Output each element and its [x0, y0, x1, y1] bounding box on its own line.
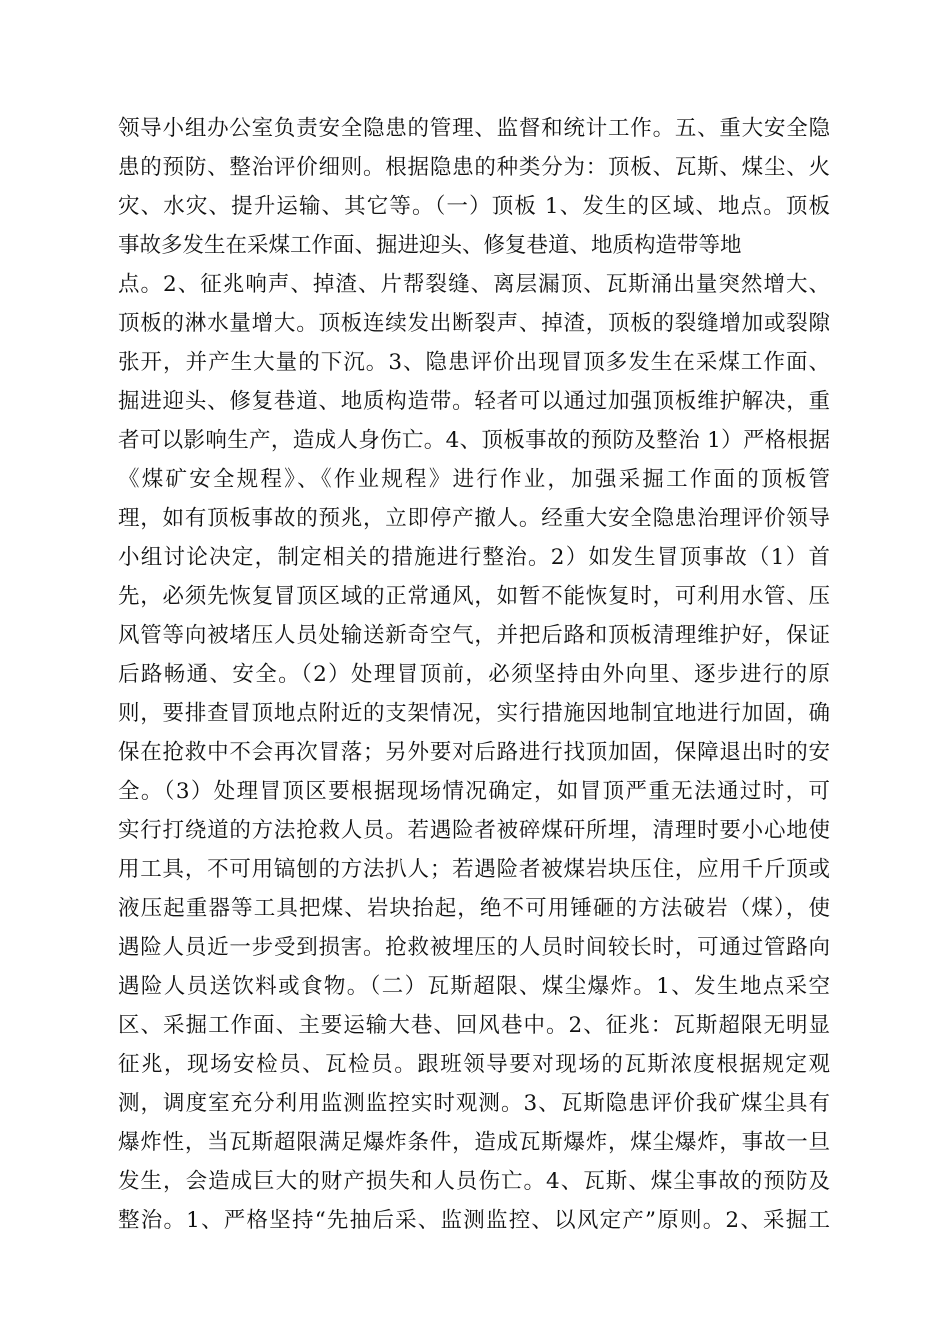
text-line: 遇险人员送饮料或食物。（二）瓦斯超限、煤尘爆炸。1、发生地点采空	[118, 974, 830, 999]
text-line: 保在抢救中不会再次冒落；另外要对后路进行找顶加固，保障退出时的安	[118, 740, 830, 765]
text-line: 液压起重器等工具把煤、岩块抬起，绝不可用锤砸的方法破岩（煤），使	[118, 896, 830, 921]
text-line: 顶板的淋水量增大。顶板连续发出断裂声、掉渣，顶板的裂缝增加或裂隙	[118, 311, 830, 336]
text-line: 区、采掘工作面、主要运输大巷、回风巷中。2、征兆：瓦斯超限无明显	[118, 1013, 830, 1038]
text-line: 先，必须先恢复冒顶区域的正常通风，如暂不能恢复时，可利用水管、压	[118, 584, 830, 609]
text-line: 则，要排查冒顶地点附近的支架情况，实行措施因地制宜地进行加固，确	[118, 701, 830, 726]
text-line: 测，调度室充分利用监测监控实时观测。3、瓦斯隐患评价我矿煤尘具有	[118, 1091, 830, 1116]
text-line: 小组讨论决定，制定相关的措施进行整治。2）如发生冒顶事故（1）首	[118, 545, 830, 570]
text-line: 全。（3）处理冒顶区要根据现场情况确定，如冒顶严重无法通过时，可	[118, 779, 830, 804]
text-line: 灾、水灾、提升运输、其它等。（一）顶板 1、发生的区域、地点。顶板	[118, 194, 830, 219]
text-line: 理，如有顶板事故的预兆，立即停产撤人。经重大安全隐患治理评价领导	[118, 506, 830, 531]
text-line: 实行打绕道的方法抢救人员。若遇险者被碎煤矸所埋，清理时要小心地使	[118, 818, 830, 843]
text-line: 事故多发生在采煤工作面、掘进迎头、修复巷道、地质构造带等地	[118, 233, 742, 258]
text-line: 整治。1、严格坚持“先抽后采、监测监控、以风定产”原则。2、采掘工	[118, 1208, 830, 1233]
text-line: 发生，会造成巨大的财产损失和人员伤亡。4、瓦斯、煤尘事故的预防及	[118, 1169, 830, 1194]
text-line: 风管等向被堵压人员处输送新奇空气，并把后路和顶板清理维护好，保证	[118, 623, 830, 648]
text-line: 掘进迎头、修复巷道、地质构造带。轻者可以通过加强顶板维护解决，重	[118, 389, 830, 414]
text-line: 征兆，现场安检员、瓦检员。跟班领导要对现场的瓦斯浓度根据规定观	[118, 1052, 830, 1077]
text-line: 患的预防、整治评价细则。根据隐患的种类分为：顶板、瓦斯、煤尘、火	[118, 155, 830, 180]
text-line: 爆炸性，当瓦斯超限满足爆炸条件，造成瓦斯爆炸，煤尘爆炸，事故一旦	[118, 1130, 830, 1155]
text-line: 遇险人员近一步受到损害。抢救被埋压的人员时间较长时，可通过管路向	[118, 935, 830, 960]
text-line: 点。2、征兆响声、掉渣、片帮裂缝、离层漏顶、瓦斯涌出量突然增大、	[118, 272, 830, 297]
text-line: 领导小组办公室负责安全隐患的管理、监督和统计工作。五、重大安全隐	[118, 116, 830, 141]
text-line: 《煤矿安全规程》、《作业规程》进行作业，加强采掘工作面的顶板管	[118, 467, 830, 492]
text-line: 者可以影响生产，造成人身伤亡。4、顶板事故的预防及整治 1）严格根据	[118, 428, 830, 453]
text-line: 张开，并产生大量的下沉。3、隐患评价出现冒顶多发生在采煤工作面、	[118, 350, 830, 375]
text-line: 后路畅通、安全。（2）处理冒顶前，必须坚持由外向里、逐步进行的原	[118, 662, 830, 687]
text-line: 用工具，不可用镐刨的方法扒人；若遇险者被煤岩块压住，应用千斤顶或	[118, 857, 830, 882]
